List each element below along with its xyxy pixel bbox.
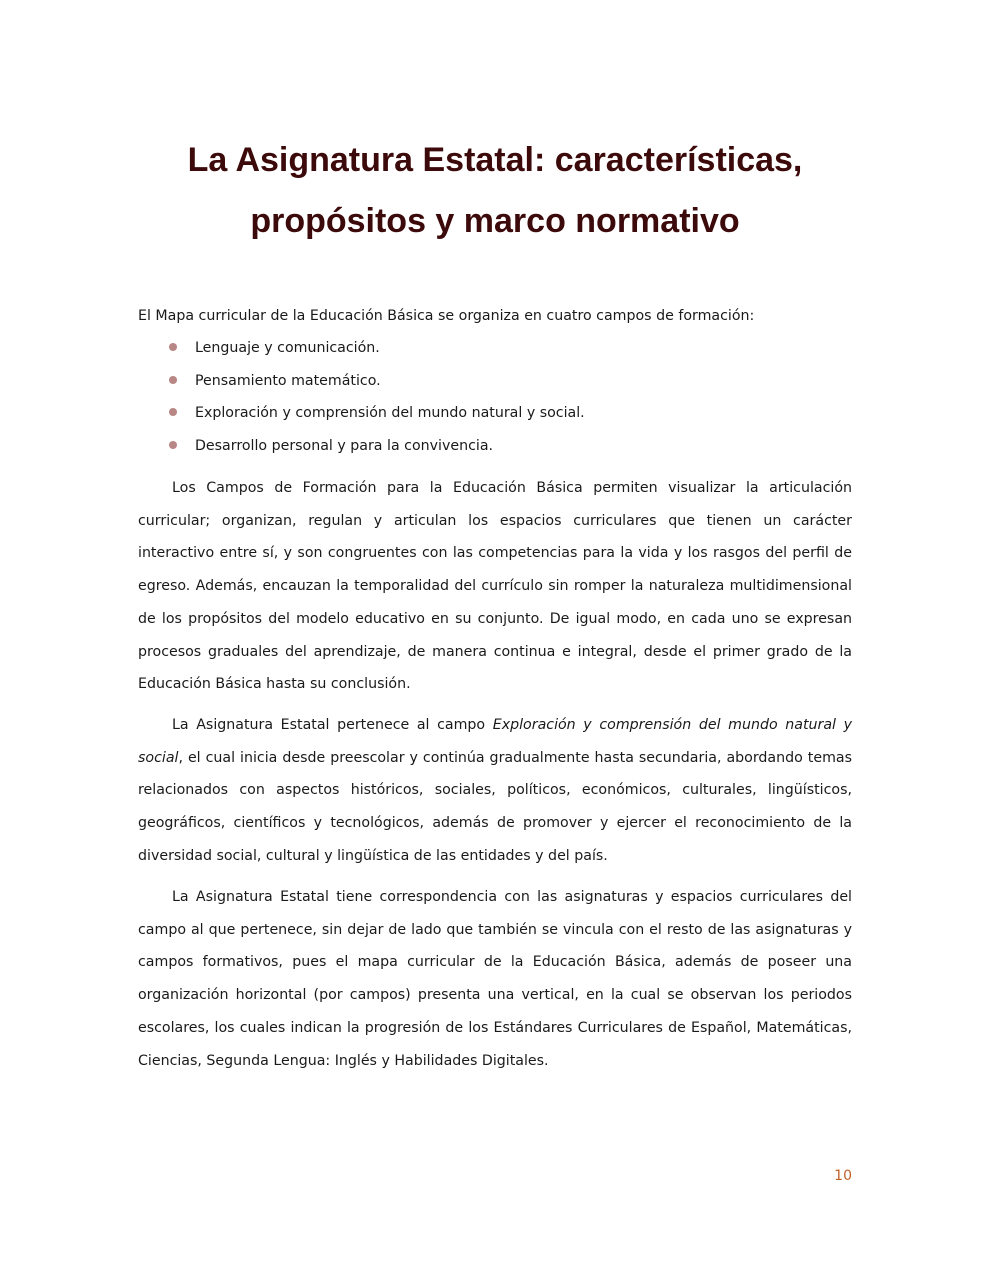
paragraph-campos-formacion: Los Campos de Formación para la Educación Básica permiten visualizar la articulación curricular; organizan, regulan y articulan los espacios curriculares que tienen un carácter interactivo entre sí, y son congruentes con las competencias para la vida y los rasgos del perfil de egreso. Además, encauzan la temporalidad del currículo sin romper la naturaleza multidimensional de los propósitos del modelo educativo en su conjunto. De igual modo, en cada uno se expresan procesos graduales del aprendizaje, de manera continua e integral, desde el primer grado de la Educación Básica hasta su conclusión. <box>138 480 852 693</box>
list-item-text: Pensamiento matemático. <box>195 372 381 389</box>
bullet-icon <box>169 376 177 384</box>
list-item-text: Lenguaje y comunicación. <box>195 340 380 356</box>
bullet-icon <box>169 343 177 351</box>
paragraph-text: La Asignatura Estatal pertenece al campo <box>172 717 493 733</box>
list-item-text: Desarrollo personal y para la convivencia. <box>195 437 494 454</box>
campos-list <box>138 337 852 467</box>
paragraph-text: , el cual inicia desde preescolar y continúa gradualmente hasta secundaria, abordando temas relacionados con aspectos históricos, sociales, políticos, económicos, culturales, lingüísticos, geográficos, científicos y tecnológicos, además de promover y ejercer el reconocimiento de la diversidad social, cultural y lingüística de las entidades y del país. <box>138 749 852 864</box>
campo-name-italic: Exploración y comprensión del mundo natural y social <box>138 717 852 766</box>
list-item <box>138 337 852 370</box>
paragraph-asignatura-campo <box>138 709 852 873</box>
list-item <box>138 402 852 435</box>
page-number: 10 <box>834 1168 852 1184</box>
bullet-icon <box>169 408 177 416</box>
list-item <box>138 370 852 403</box>
paragraph-correspondencia: La Asignatura Estatal tiene correspondencia con las asignaturas y espacios curriculares del campo al que pertenece, sin dejar de lado que también se vincula con el resto de las asignaturas y campos formativos, pues el mapa curricular de la Educación Básica, además de poseer una organización horizontal (por campos) presenta una vertical, en la cual se observan los periodos escolares, los cuales indican la progresión de los Estándares Curriculares de Español, Matemáticas, Ciencias, Segunda Lengua: Inglés y Habilidades Digitales. <box>138 889 852 1069</box>
list-item <box>138 435 852 468</box>
list-item-text: Exploración y comprensión del mundo natural y social. <box>195 405 585 422</box>
bullet-icon <box>169 441 177 449</box>
page-title: La Asignatura Estatal: características, propósitos y marco normativo <box>187 141 803 240</box>
intro-paragraph: El Mapa curricular de la Educación Básica se organiza en cuatro campos de formación: <box>138 308 755 324</box>
